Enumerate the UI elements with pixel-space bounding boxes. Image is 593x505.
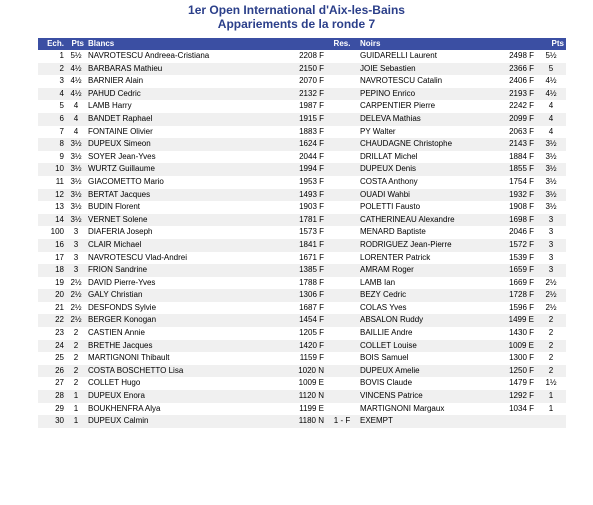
table-row <box>38 189 566 202</box>
white-points: 2 <box>73 378 79 388</box>
result <box>326 75 358 88</box>
white-points: 3½ <box>70 151 82 161</box>
col-header-empty <box>286 38 326 50</box>
table-row <box>38 126 566 139</box>
board-number: 16 <box>38 239 66 252</box>
result <box>326 189 358 202</box>
white-points: 3½ <box>70 202 82 212</box>
col-header-empty2 <box>494 38 536 50</box>
white-points: 3½ <box>66 214 86 227</box>
white-points: 4 <box>73 101 79 111</box>
board-number: 29 <box>55 403 64 413</box>
black-player: BOVIS Claude <box>360 378 413 388</box>
black-points: 3½ <box>545 151 557 161</box>
white-player: BRETHE Jacques <box>86 340 286 353</box>
pairings-table <box>38 38 566 428</box>
white-player: BOUKHENFRA Alya <box>88 403 161 413</box>
white-points: 3 <box>66 239 86 252</box>
table-row <box>38 415 566 428</box>
board-number: 6 <box>38 113 66 126</box>
white-player: COLLET Hugo <box>88 378 141 388</box>
black-player: PEPINO Enrico <box>358 88 494 101</box>
black-points: 4 <box>536 113 566 126</box>
black-player: COSTA Anthony <box>360 176 418 186</box>
white-player: DESFONDS Sylvie <box>88 302 157 312</box>
black-points: 1 <box>548 403 554 413</box>
white-player: BERTAT Jacques <box>86 189 286 202</box>
white-points: 2½ <box>70 302 82 312</box>
board-number: 22 <box>38 314 66 327</box>
result <box>326 88 358 101</box>
white-points: 1 <box>66 390 86 403</box>
black-player: DRILLAT Michel <box>360 151 418 161</box>
black-rating: 1479 F <box>509 378 534 388</box>
black-player: MENARD Baptiste <box>360 227 426 237</box>
black-points: 3½ <box>536 189 566 202</box>
black-points: 1 <box>536 390 566 403</box>
black-player: GUIDARELLI Laurent <box>360 51 437 60</box>
result <box>326 138 358 151</box>
black-player: AMRAM Roger <box>358 264 494 277</box>
white-points: 2½ <box>70 277 82 287</box>
table-row <box>38 403 566 416</box>
black-points: 2 <box>548 328 554 338</box>
table-row <box>38 50 566 63</box>
white-rating: 1199 E <box>299 403 324 413</box>
table-row <box>38 314 566 327</box>
white-points: 4 <box>73 126 79 136</box>
white-rating: 2070 F <box>299 76 324 86</box>
result <box>326 302 358 315</box>
result <box>326 365 358 378</box>
white-rating: 1994 F <box>286 163 326 176</box>
board-number: 11 <box>55 176 64 186</box>
black-player: RODRIGUEZ Jean-Pierre <box>358 239 494 252</box>
board-number: 10 <box>38 163 66 176</box>
black-player: BOIS Samuel <box>360 353 409 363</box>
black-rating: 1572 F <box>494 239 536 252</box>
black-rating: 2193 F <box>494 88 536 101</box>
white-rating: 1454 F <box>286 314 326 327</box>
black-player: NAVROTESCU Catalin <box>360 76 443 86</box>
black-points <box>536 415 566 428</box>
table-row <box>38 151 566 164</box>
black-player: COLLET Louise <box>358 340 494 353</box>
white-rating: 1841 F <box>286 239 326 252</box>
black-rating: 1698 F <box>494 214 536 227</box>
result <box>326 327 358 340</box>
black-points: 3 <box>536 264 566 277</box>
board-number: 30 <box>38 415 66 428</box>
board-number: 20 <box>38 289 66 302</box>
black-rating: 1855 F <box>494 163 536 176</box>
white-points: 4 <box>66 113 86 126</box>
board-number: 18 <box>38 264 66 277</box>
table-row <box>38 88 566 101</box>
black-rating: 2046 F <box>509 227 534 237</box>
black-points: 4 <box>548 101 554 111</box>
white-player: MARTIGNONI Thibault <box>88 353 170 363</box>
col-header-blancs: Blancs <box>86 38 286 50</box>
black-points: 3½ <box>545 176 557 186</box>
table-row <box>38 352 566 365</box>
white-points: 4½ <box>66 63 86 76</box>
black-points: 3½ <box>536 163 566 176</box>
white-rating: 1385 F <box>286 264 326 277</box>
table-row <box>38 239 566 252</box>
table-row <box>38 63 566 76</box>
table-row <box>38 75 566 88</box>
col-header-pts: Pts <box>66 38 86 50</box>
white-rating: 1687 F <box>299 302 324 312</box>
result <box>326 151 358 164</box>
black-rating: 2063 F <box>509 126 534 136</box>
white-points: 2 <box>66 340 86 353</box>
black-player: CATHERINEAU Alexandre <box>358 214 494 227</box>
black-points: 4½ <box>536 88 566 101</box>
table-row <box>38 252 566 265</box>
result <box>326 289 358 302</box>
black-rating: 2498 F <box>509 51 534 60</box>
table-header-row <box>38 38 566 50</box>
table-row <box>38 100 566 113</box>
black-rating: 1034 F <box>509 403 534 413</box>
result <box>326 403 358 416</box>
white-rating: 1903 F <box>299 202 324 212</box>
table-row <box>38 264 566 277</box>
board-number: 1 <box>59 51 64 60</box>
white-points: 3½ <box>66 189 86 202</box>
board-number: 3 <box>59 76 64 86</box>
white-player: DUPEUX Simeon <box>86 138 286 151</box>
result <box>326 277 358 290</box>
board-number: 17 <box>55 252 64 262</box>
board-number: 8 <box>38 138 66 151</box>
white-points: 3 <box>66 264 86 277</box>
black-player: JOIE Sebastien <box>358 63 494 76</box>
white-points: 3 <box>73 252 79 262</box>
white-points: 2 <box>66 365 86 378</box>
black-rating: 1430 F <box>509 328 534 338</box>
white-player: DIAFERIA Joseph <box>88 227 153 237</box>
table-row <box>38 390 566 403</box>
white-points: 2½ <box>66 289 86 302</box>
black-rating: 2406 F <box>509 76 534 86</box>
board-number: 14 <box>38 214 66 227</box>
white-player: DUPEUX Enora <box>86 390 286 403</box>
white-rating: 1624 F <box>286 138 326 151</box>
table-row <box>38 138 566 151</box>
white-rating: 1009 E <box>298 378 324 388</box>
black-rating <box>494 415 536 428</box>
white-player: FRION Sandrine <box>86 264 286 277</box>
white-rating: 1205 F <box>299 328 324 338</box>
black-player: DUPEUX Denis <box>358 163 494 176</box>
white-player: DAVID Pierre-Yves <box>88 277 156 287</box>
black-rating: 1499 E <box>494 314 536 327</box>
black-player: DUPEUX Amelie <box>358 365 494 378</box>
col-header-pts2: Pts <box>536 38 566 50</box>
board-number: 100 <box>50 227 64 237</box>
result: 1 - F <box>326 415 358 428</box>
black-points: 2½ <box>545 277 557 287</box>
white-player: GIACOMETTO Mario <box>88 176 164 186</box>
black-player: OUADI Wahbi <box>358 189 494 202</box>
white-points: 2½ <box>66 314 86 327</box>
black-rating: 1932 F <box>494 189 536 202</box>
white-player: BERGER Konogan <box>86 314 286 327</box>
black-rating: 1009 E <box>494 340 536 353</box>
white-player: NAVROTESCU Andreea-Cristiana <box>88 51 210 60</box>
result <box>326 201 358 214</box>
white-rating: 1781 F <box>286 214 326 227</box>
white-rating: 2150 F <box>286 63 326 76</box>
black-player: PY Walter <box>360 126 396 136</box>
black-points: 1½ <box>545 378 557 388</box>
white-rating: 1159 F <box>299 353 324 363</box>
table-row <box>38 365 566 378</box>
result <box>326 352 358 365</box>
black-points: 2 <box>536 340 566 353</box>
board-number: 19 <box>55 277 64 287</box>
black-rating: 1596 F <box>509 302 534 312</box>
black-points: 3 <box>548 252 554 262</box>
table-row <box>38 302 566 315</box>
table-row <box>38 214 566 227</box>
black-rating: 1539 F <box>509 252 534 262</box>
white-points: 5½ <box>70 51 82 60</box>
table-row <box>38 201 566 214</box>
black-player: POLETTI Fausto <box>360 202 421 212</box>
white-rating: 1180 N <box>286 415 326 428</box>
white-rating: 1671 F <box>299 252 324 262</box>
black-player: ABSALON Ruddy <box>358 314 494 327</box>
black-points: 2½ <box>536 289 566 302</box>
white-rating: 1120 N <box>286 390 326 403</box>
result <box>326 163 358 176</box>
result <box>326 226 358 239</box>
black-player: VINCENS Patrice <box>358 390 494 403</box>
board-number: 4 <box>38 88 66 101</box>
result <box>326 50 358 63</box>
board-number: 28 <box>38 390 66 403</box>
board-number: 26 <box>38 365 66 378</box>
result <box>326 314 358 327</box>
board-number: 13 <box>55 202 64 212</box>
col-header-ech: Ech. <box>38 38 66 50</box>
result <box>326 63 358 76</box>
black-rating: 1728 F <box>494 289 536 302</box>
white-player: WURTZ Guillaume <box>86 163 286 176</box>
white-player: CASTIEN Annie <box>88 328 145 338</box>
black-points: 2½ <box>545 302 557 312</box>
white-player: NAVROTESCU Vlad-Andrei <box>88 252 187 262</box>
board-number: 24 <box>38 340 66 353</box>
white-rating: 1915 F <box>286 113 326 126</box>
board-number: 23 <box>55 328 64 338</box>
black-rating: 1884 F <box>509 151 534 161</box>
white-player: SOYER Jean-Yves <box>88 151 156 161</box>
black-points: 2 <box>536 314 566 327</box>
white-player: GALY Christian <box>86 289 286 302</box>
result <box>326 100 358 113</box>
board-number: 27 <box>55 378 64 388</box>
table-row <box>38 377 566 390</box>
black-rating: 2242 F <box>509 101 534 111</box>
result <box>326 264 358 277</box>
table-row <box>38 340 566 353</box>
black-points: 3 <box>536 214 566 227</box>
col-header-noirs: Noirs <box>358 38 494 50</box>
black-points: 2 <box>536 365 566 378</box>
board-number: 25 <box>55 353 64 363</box>
black-points: 5½ <box>545 51 557 60</box>
black-rating: 1754 F <box>509 176 534 186</box>
white-player: BANDET Raphael <box>86 113 286 126</box>
white-rating: 1788 F <box>299 277 324 287</box>
board-number: 7 <box>59 126 64 136</box>
black-rating: 1669 F <box>509 277 534 287</box>
table-row <box>38 163 566 176</box>
black-rating: 2366 F <box>494 63 536 76</box>
white-rating: 1883 F <box>299 126 324 136</box>
black-rating: 2143 F <box>494 138 536 151</box>
white-player: COSTA BOSCHETTO Lisa <box>86 365 286 378</box>
result <box>326 214 358 227</box>
result <box>326 377 358 390</box>
white-player: PAHUD Cedric <box>86 88 286 101</box>
black-points: 5 <box>536 63 566 76</box>
white-rating: 1306 F <box>286 289 326 302</box>
page-title: 1er Open International d'Aix-les-Bains <box>188 3 405 17</box>
table-row <box>38 226 566 239</box>
black-player: MARTIGNONI Margaux <box>360 403 445 413</box>
black-points: 4½ <box>545 76 557 86</box>
black-points: 3½ <box>545 202 557 212</box>
black-player: CARPENTIER Pierre <box>360 101 436 111</box>
black-rating: 1292 F <box>494 390 536 403</box>
white-rating: 2208 F <box>299 51 324 60</box>
result <box>326 126 358 139</box>
result <box>326 340 358 353</box>
board-number: 2 <box>38 63 66 76</box>
board-number: 21 <box>55 302 64 312</box>
black-points: 3 <box>536 239 566 252</box>
black-points: 3 <box>548 227 554 237</box>
white-rating: 1573 F <box>299 227 324 237</box>
white-player: BARNIER Alain <box>88 76 144 86</box>
white-points: 2 <box>73 328 79 338</box>
black-player: LAMB Ian <box>360 277 396 287</box>
white-points: 1 <box>73 403 79 413</box>
black-player: BEZY Cedric <box>358 289 494 302</box>
black-player: COLAS Yves <box>360 302 407 312</box>
white-player: LAMB Harry <box>88 101 132 111</box>
black-player: BAILLIE Andre <box>360 328 413 338</box>
white-rating: 1953 F <box>299 176 324 186</box>
board-number: 9 <box>59 151 64 161</box>
white-rating: 1493 F <box>286 189 326 202</box>
white-player: BUDIN Florent <box>88 202 141 212</box>
white-rating: 2132 F <box>286 88 326 101</box>
white-rating: 1420 F <box>286 340 326 353</box>
page-subtitle: Appariements de la ronde 7 <box>217 17 376 31</box>
white-player: VERNET Solene <box>86 214 286 227</box>
black-points: 4 <box>548 126 554 136</box>
black-player: LORENTER Patrick <box>360 252 431 262</box>
black-rating: 1908 F <box>509 202 534 212</box>
white-points: 1 <box>66 415 86 428</box>
table-row <box>38 289 566 302</box>
black-rating: 2099 F <box>494 113 536 126</box>
white-player: DUPEUX Calmin <box>86 415 286 428</box>
table-row <box>38 176 566 189</box>
black-rating: 1659 F <box>494 264 536 277</box>
result <box>326 252 358 265</box>
white-points: 3 <box>73 227 79 237</box>
board-number: 5 <box>59 101 64 111</box>
white-player: BARBARAS Mathieu <box>86 63 286 76</box>
white-points: 3½ <box>66 138 86 151</box>
black-rating: 1300 F <box>509 353 534 363</box>
result <box>326 113 358 126</box>
white-player: FONTAINE Olivier <box>88 126 153 136</box>
table-row <box>38 277 566 290</box>
white-rating: 1020 N <box>286 365 326 378</box>
black-player: EXEMPT <box>358 415 494 428</box>
table-row <box>38 327 566 340</box>
white-points: 4½ <box>66 88 86 101</box>
white-player: CLAIR Michael <box>86 239 286 252</box>
white-points: 4½ <box>70 76 82 86</box>
table-row <box>38 113 566 126</box>
result <box>326 239 358 252</box>
black-player: DELEVA Mathias <box>358 113 494 126</box>
result <box>326 390 358 403</box>
black-points: 2 <box>548 353 554 363</box>
black-player: CHAUDAGNE Christophe <box>358 138 494 151</box>
white-points: 3½ <box>66 163 86 176</box>
black-rating: 1250 F <box>494 365 536 378</box>
col-header-res: Res. <box>326 38 358 50</box>
white-points: 3½ <box>70 176 82 186</box>
board-number: 12 <box>38 189 66 202</box>
result <box>326 176 358 189</box>
white-points: 2 <box>73 353 79 363</box>
white-rating: 1987 F <box>299 101 324 111</box>
white-rating: 2044 F <box>299 151 324 161</box>
black-points: 3½ <box>536 138 566 151</box>
